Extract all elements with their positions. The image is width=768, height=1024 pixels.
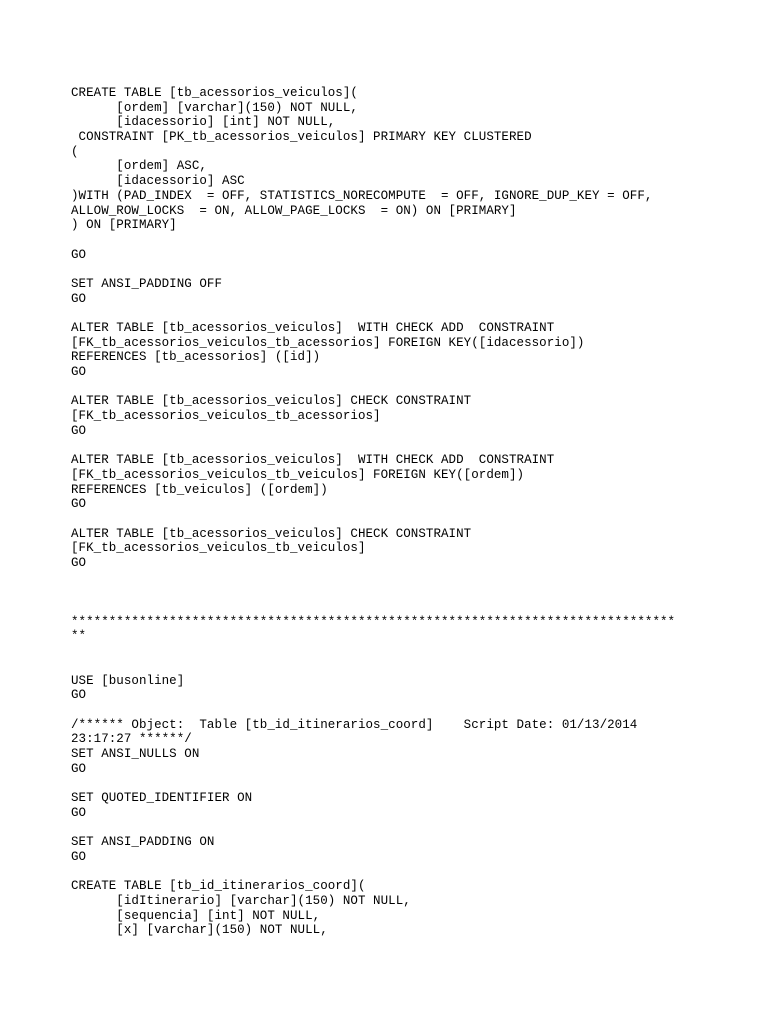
code-line [71,380,748,395]
code-line: REFERENCES [tb_acessorios] ([id]) [71,350,321,365]
code-line: ******************************************************************************** [71,614,676,629]
code-line: GO [71,497,87,512]
code-line: ** [71,629,87,644]
code-line: [x] [varchar](150) NOT NULL, [71,923,328,938]
code-line: [sequencia] [int] NOT NULL, [71,908,321,923]
code-line: [FK_tb_acessorios_veiculos_tb_veiculos] FOREIGN KEY([ordem]) [71,467,525,482]
code-line: )WITH (PAD_INDEX = OFF, STATISTICS_NORECOMPUTE = OFF, IGNORE_DUP_KEY = OFF, [71,188,653,203]
code-line: [idItinerario] [varchar](150) NOT NULL, [71,893,411,908]
code-line [71,585,748,600]
document-page [71,86,748,938]
code-line: [ordem] ASC, [71,159,207,174]
code-line: GO [71,365,87,380]
code-line: ) ON [PRIMARY] [71,218,177,233]
code-line [71,571,748,586]
code-line: 23:17:27 ******/ [71,732,192,747]
code-line: CREATE TABLE [tb_id_itinerarios_coord]( [71,879,366,894]
code-line: [ordem] [varchar](150) NOT NULL, [71,100,358,115]
code-line: SET ANSI_NULLS ON [71,746,200,761]
code-line [71,512,748,527]
code-line [71,600,748,615]
code-line: REFERENCES [tb_veiculos] ([ordem]) [71,482,328,497]
code-line [71,262,748,277]
code-line: GO [71,423,87,438]
code-line: GO [71,291,87,306]
code-line: GO [71,849,87,864]
code-line [71,306,748,321]
code-line: GO [71,688,87,703]
code-line: ALTER TABLE [tb_acessorios_veiculos] WITH CHECK ADD CONSTRAINT [71,321,555,335]
code-line: [idacessorio] ASC [71,174,245,189]
code-line: SET ANSI_PADDING OFF [71,276,223,291]
code-line [71,233,748,248]
code-line [71,439,748,454]
code-line: GO [71,247,87,262]
code-line: USE [busonline] [71,673,185,688]
code-line: ALTER TABLE [tb_acessorios_veiculos] WITH CHECK ADD CONSTRAINT [71,453,555,468]
code-line [71,703,748,718]
code-line: ( [71,144,79,159]
code-line: CREATE TABLE [tb_acessorios_veiculos]( [71,86,358,100]
code-line: [FK_tb_acessorios_veiculos_tb_acessorios] FOREIGN KEY([idacessorio]) [71,335,585,350]
code-line [71,820,748,835]
code-line: GO [71,761,87,776]
code-line [71,864,748,879]
code-line [71,659,748,674]
code-line: SET QUOTED_IDENTIFIER ON [71,791,253,805]
code-line: ALTER TABLE [tb_acessorios_veiculos] CHECK CONSTRAINT [71,526,472,541]
code-line: [FK_tb_acessorios_veiculos_tb_veiculos] [71,541,366,556]
code-line: GO [71,805,87,820]
code-line: CONSTRAINT [PK_tb_acessorios_veiculos] PRIMARY KEY CLUSTERED [71,130,532,145]
code-line: [idacessorio] [int] NOT NULL, [71,115,336,130]
code-line: [FK_tb_acessorios_veiculos_tb_acessorios] [71,409,381,424]
code-line: SET ANSI_PADDING ON [71,835,215,850]
code-line: ALLOW_ROW_LOCKS = ON, ALLOW_PAGE_LOCKS = ON) ON [PRIMARY] [71,203,517,218]
code-line [71,644,748,659]
code-line: /****** Object: Table [tb_id_itinerarios_coord] Script Date: 01/13/2014 [71,717,638,732]
code-line [71,776,748,791]
code-line: ALTER TABLE [tb_acessorios_veiculos] CHECK CONSTRAINT [71,394,472,409]
code-line: GO [71,556,87,570]
